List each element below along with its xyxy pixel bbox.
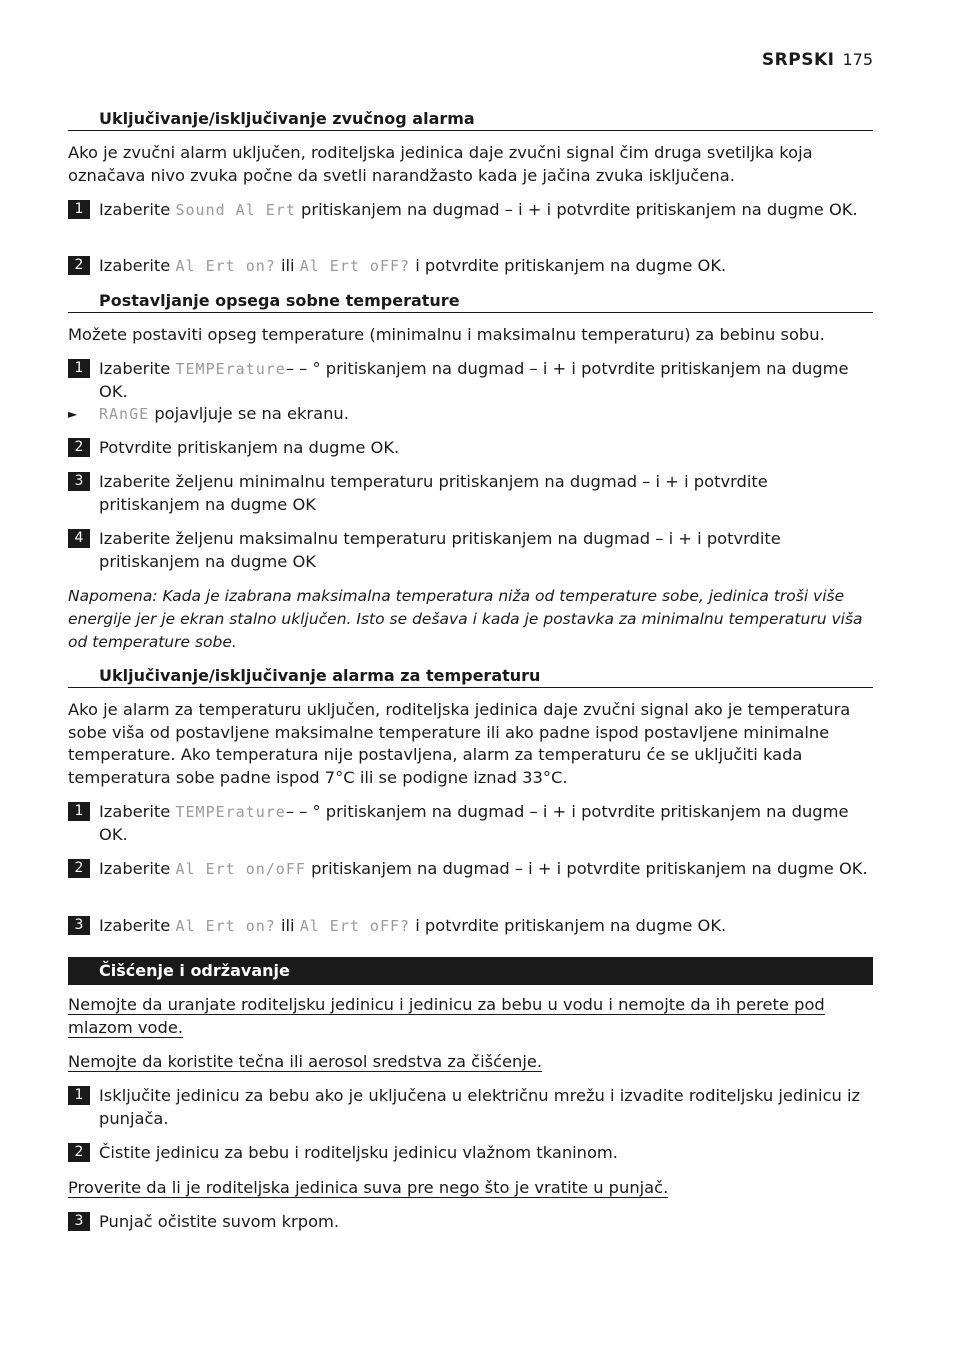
step-number: 2 xyxy=(68,256,90,275)
paragraph: Možete postaviti opseg temperature (minimalnu i maksimalnu temperaturu) za bebinu sobu. xyxy=(68,325,825,344)
lcd-text: Al Ert on? xyxy=(175,917,276,935)
step-item: 1 Izaberite TEMPErature– – ° pritiskanjem na dugmad – i + i potvrdite pritiskanjem na dugme OK. xyxy=(68,801,873,846)
step-item: 2 Izaberite Al Ert on? ili Al Ert oFF? i potvrdite pritiskanjem na dugme OK. xyxy=(68,255,873,278)
warning-text: Nemojte da koristite tečna ili aerosol sredstva za čišćenje. xyxy=(68,1052,543,1071)
lcd-text: Al Ert oFF? xyxy=(299,917,411,935)
lcd-text: TEMPErature xyxy=(175,360,286,378)
step-item: 1 Izaberite Sound Al Ert pritiskanjem na dugmad – i + i potvrdite pritiskanjem na dugme OK. xyxy=(68,199,873,222)
step-item: 1 Isključite jedinicu za bebu ako je uključena u električnu mrežu i izvadite roditeljsku jedinicu iz punjača. xyxy=(68,1085,873,1130)
section-heading-temperature-alarm: Uključivanje/isključivanje alarma za temperaturu xyxy=(68,665,873,688)
step-number: 2 xyxy=(68,859,90,878)
language-label: SRPSKI xyxy=(761,50,835,70)
step-item: 2 Čistite jedinicu za bebu i roditeljsku jedinicu vlažnom tkaninom. xyxy=(68,1142,873,1165)
paragraph: Ako je alarm za temperaturu uključen, roditeljska jedinica daje zvučni signal ako je temperatura sobe viša od postavljene maksimalne temperature ili ako padne ispod postavljene minimalne temperature. Ako temperatura nije postavljena, alarm za temperaturu će se uključiti kada temperatura sobe padne ispod 7°C ili se podigne iznad 33°C. xyxy=(68,700,851,787)
warning-text: Nemojte da uranjate roditeljsku jedinicu i jedinicu za bebu u vodu i nemojte da ih perete pod mlazom vode. xyxy=(68,995,825,1037)
step-number: 1 xyxy=(68,359,90,378)
step-number: 1 xyxy=(68,802,90,821)
section-heading-cleaning: Čišćenje i održavanje xyxy=(68,957,873,985)
page-number: 175 xyxy=(842,50,873,69)
note-text: Napomena: Kada je izabrana maksimalna temperatura niža od temperature sobe, jedinica troši više energije jer je ekran stalno uključen. Isto se dešava i kada je postavka za minimalnu temperaturu viša od temperature sobe. xyxy=(68,587,863,651)
step-item: 4 Izaberite željenu maksimalnu temperaturu pritiskanjem na dugmad – i + i potvrdite pritiskanjem na dugme OK xyxy=(68,528,873,573)
warning-text: Proverite da li je roditeljska jedinica suva pre nego što je vratite u punjač. xyxy=(68,1178,669,1197)
step-item: 3 Punjač očistite suvom krpom. xyxy=(68,1211,873,1234)
step-item: 1 Izaberite TEMPErature– – ° pritiskanjem na dugmad – i + i potvrdite pritiskanjem na dugme OK. xyxy=(68,358,873,403)
section-heading-temperature-range: Postavljanje opsega sobne temperature xyxy=(68,290,873,313)
step-number: 3 xyxy=(68,472,90,491)
step-number: 2 xyxy=(68,1143,90,1162)
lcd-text: Al Ert oFF? xyxy=(299,257,411,275)
lcd-text: Al Ert on/oFF xyxy=(175,860,306,878)
lcd-text: Sound Al Ert xyxy=(175,201,296,219)
paragraph: Ako je zvučni alarm uključen, roditeljska jedinica daje zvučni signal čim druga svetiljka koja označava nivo zvuka počne da svetli narandžasto kada je jačina zvuka isključena. xyxy=(68,143,813,185)
step-number: 4 xyxy=(68,529,90,548)
result-arrow-icon: ► xyxy=(68,407,78,421)
step-item: 2 Potvrdite pritiskanjem na dugme OK. xyxy=(68,437,873,460)
step-number: 3 xyxy=(68,1212,90,1231)
step-item: 3 Izaberite Al Ert on? ili Al Ert oFF? i potvrdite pritiskanjem na dugme OK. xyxy=(68,915,873,938)
section-heading-sound-alarm: Uključivanje/isključivanje zvučnog alarma xyxy=(68,108,873,131)
lcd-text: TEMPErature xyxy=(175,803,286,821)
step-item: 3 Izaberite željenu minimalnu temperaturu pritiskanjem na dugmad – i + i potvrdite pritiskanjem na dugme OK xyxy=(68,471,873,516)
lcd-text: Al Ert on? xyxy=(175,257,276,275)
step-number: 2 xyxy=(68,438,90,457)
lcd-text: RAnGE xyxy=(99,405,150,423)
step-number: 3 xyxy=(68,916,90,935)
step-number: 1 xyxy=(68,1086,90,1105)
step-item: 2 Izaberite Al Ert on/oFF pritiskanjem na dugmad – i + i potvrdite pritiskanjem na dugme OK. xyxy=(68,858,873,881)
page-header xyxy=(762,50,873,70)
result-item: ► RAnGE pojavljuje se na ekranu. xyxy=(68,403,873,426)
step-number: 1 xyxy=(68,200,90,219)
